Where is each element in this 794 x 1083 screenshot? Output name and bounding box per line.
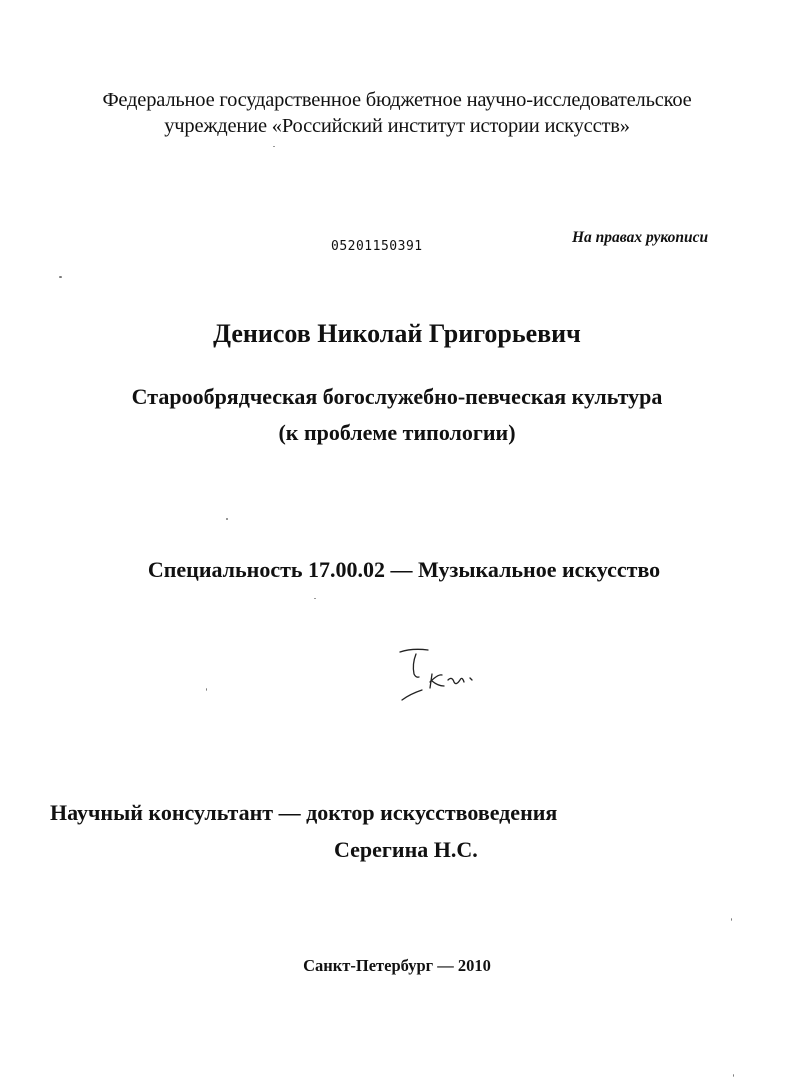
- handwritten-volume-note: [392, 642, 484, 708]
- specialty-line: Специальность 17.00.02 — Музыкальное искусство: [147, 557, 661, 582]
- scan-speck: [226, 518, 228, 520]
- consultant-name: Серегина Н.С.: [334, 837, 478, 862]
- scan-speck: [273, 146, 275, 147]
- scan-speck: [59, 276, 62, 278]
- author-name: Денисов Николай Григорьевич: [213, 319, 581, 348]
- document-code: 05201150391: [331, 239, 423, 254]
- institution-line-2: учреждение «Российский институт истории искусств»: [164, 115, 630, 137]
- scan-speck: [314, 598, 316, 599]
- institution-line-1: Федеральное государственное бюджетное научно-исследовательское: [102, 89, 692, 111]
- manuscript-note: На правах рукописи: [572, 229, 709, 246]
- scan-speck: [731, 918, 732, 921]
- scan-speck: [733, 1074, 734, 1077]
- title-line-1: Старообрядческая богослужебно-певческая культура: [131, 384, 663, 409]
- title-line-2: (к проблеме типологии): [278, 420, 516, 445]
- city-year: Санкт-Петербург — 2010: [303, 956, 491, 975]
- scan-speck: [206, 688, 207, 691]
- consultant-title: Научный консультант — доктор искусствоведения: [50, 800, 558, 825]
